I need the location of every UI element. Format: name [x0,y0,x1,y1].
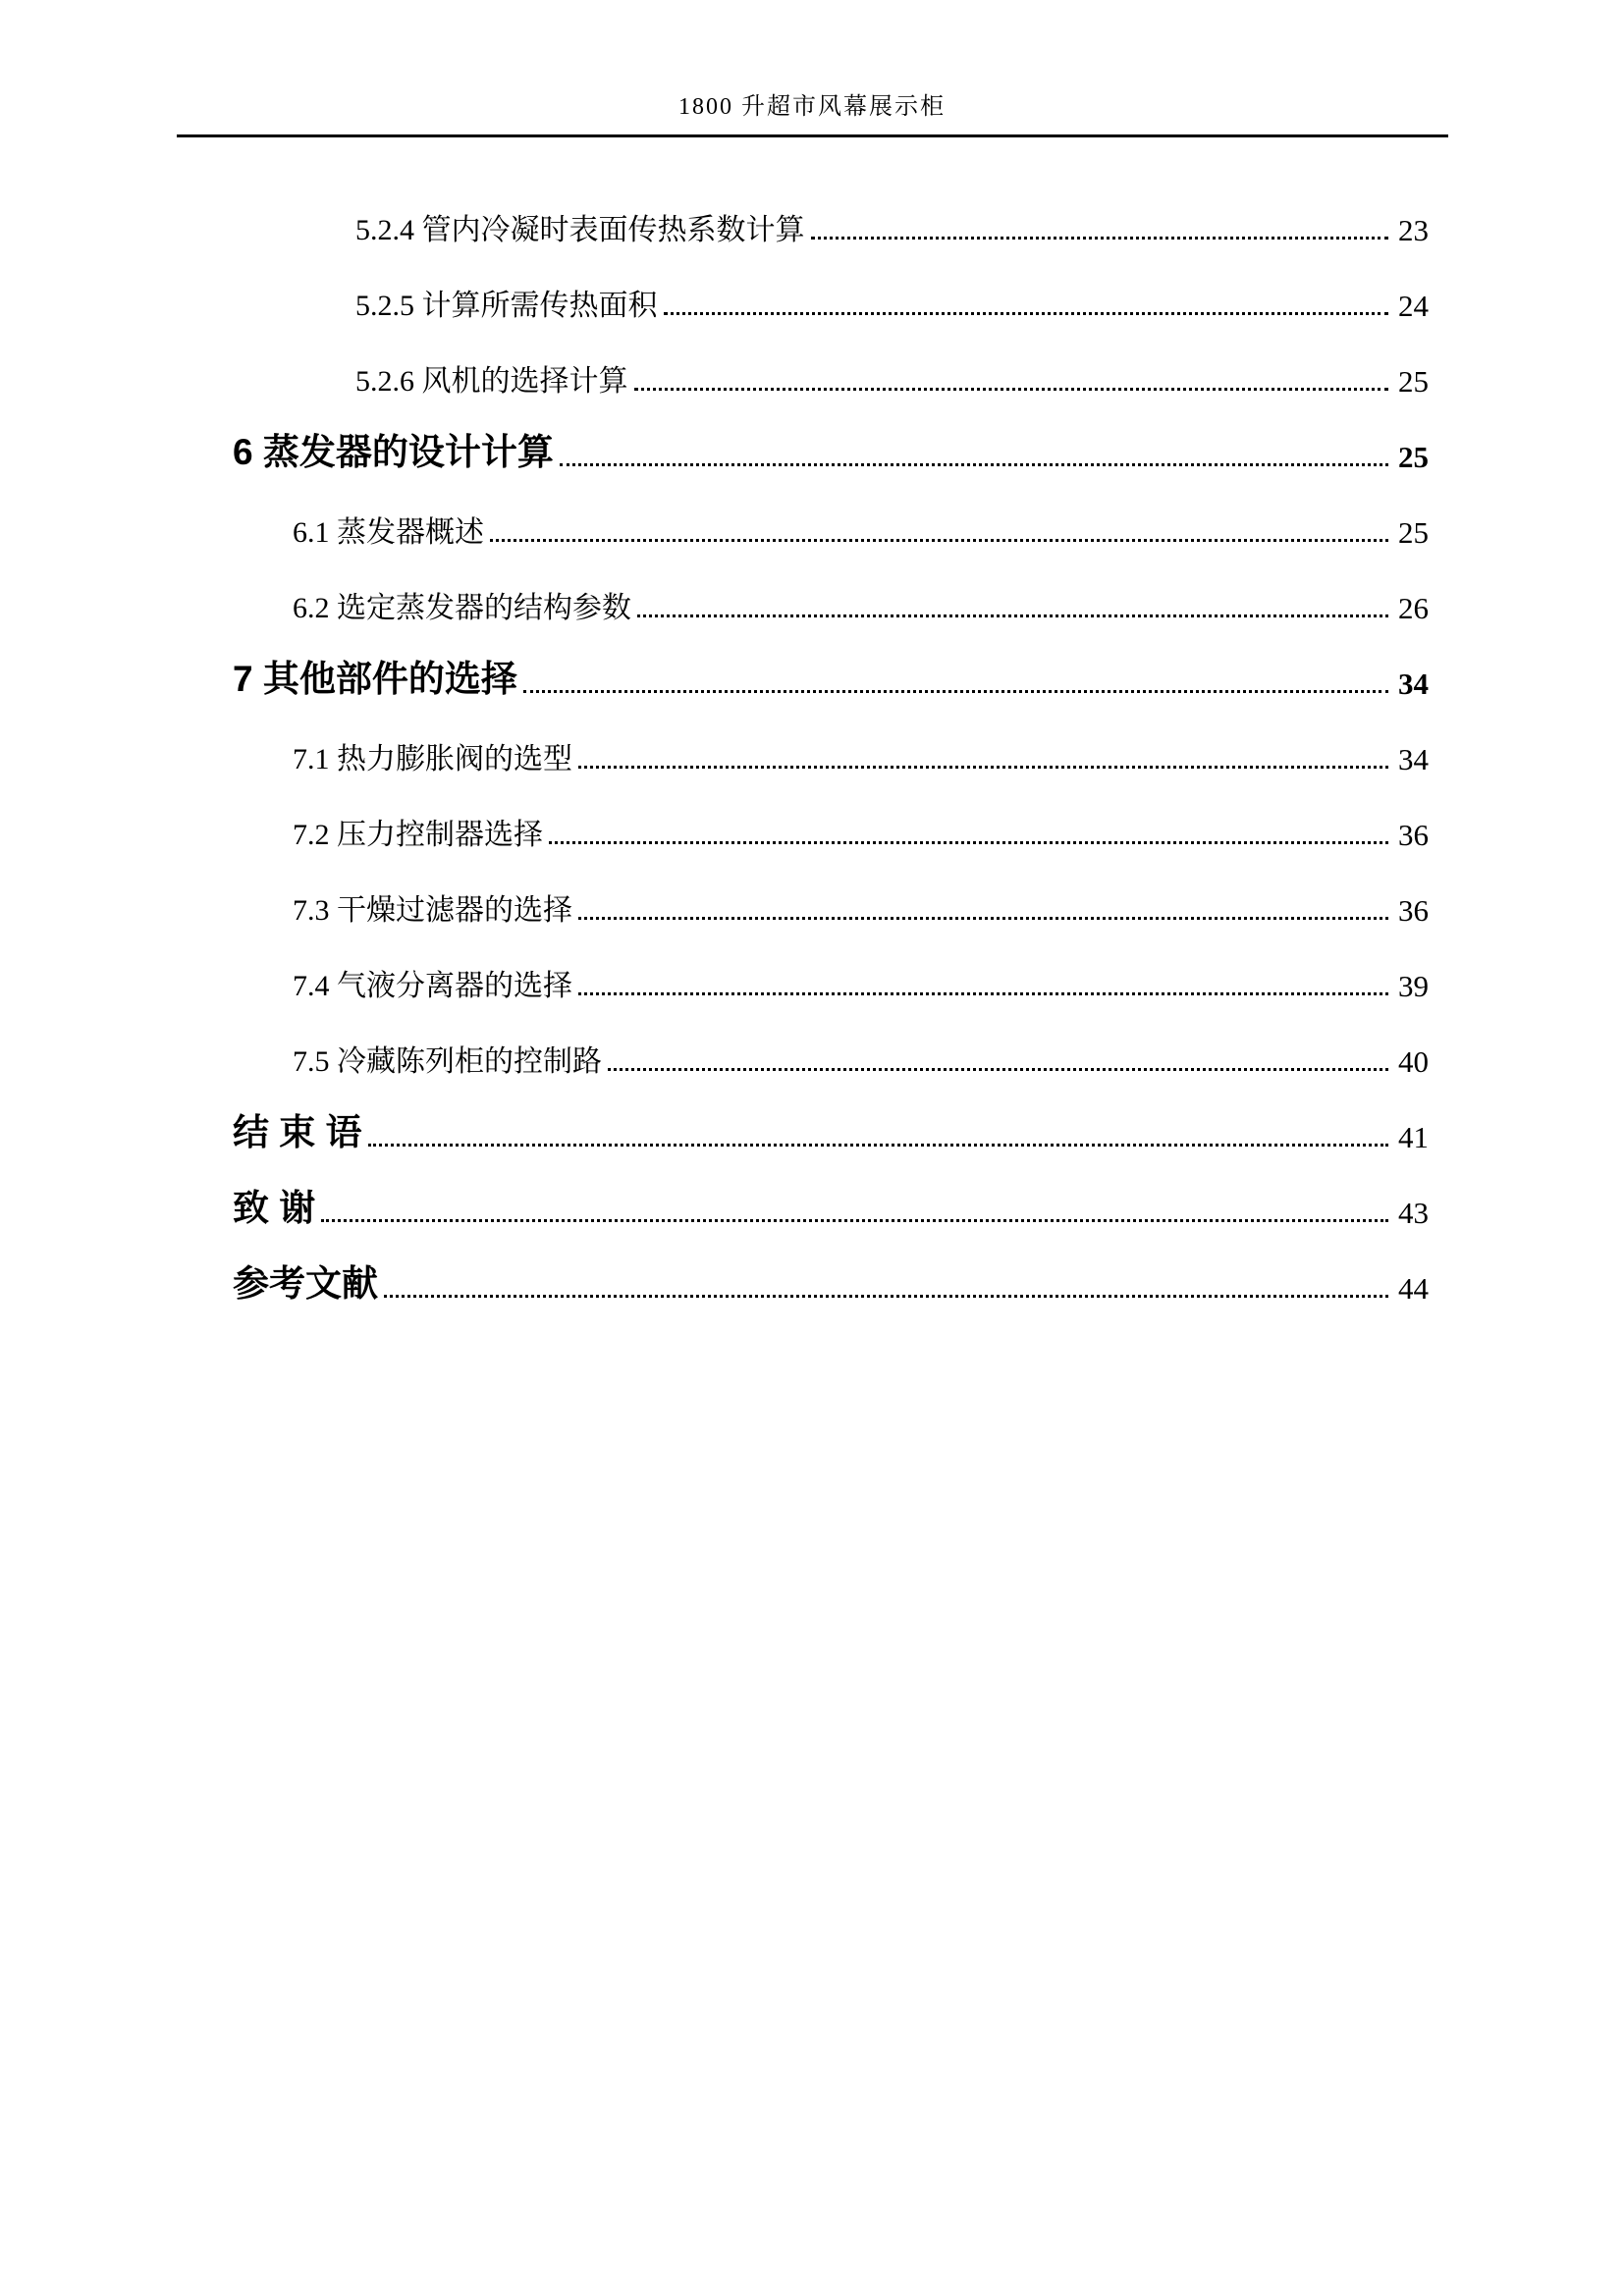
toc-entry[interactable] [177,412,1429,488]
toc-entry-page-number: 34 [1398,741,1429,776]
toc-entry-label: 7 其他部件的选择 [233,659,517,700]
toc-entry-label: 参考文献 [233,1263,378,1305]
toc-entry[interactable] [177,186,1429,261]
toc-entry-label: 5.2.5 计算所需传热面积 [355,289,658,322]
toc-entry[interactable] [177,337,1429,412]
toc-entry-label: 7.2 压力控制器选择 [293,818,543,851]
page-header [0,0,1624,121]
dot-leader [560,463,1388,466]
toc-entry-label: 7.5 冷藏陈列柜的控制路 [293,1044,602,1078]
toc-entry[interactable] [177,790,1429,866]
toc-entry-page-number: 39 [1398,968,1429,1003]
toc-entry-page-number: 36 [1398,817,1429,852]
dot-leader [634,388,1389,391]
toc-entry-page-number: 40 [1398,1043,1429,1079]
toc-entry[interactable] [177,1168,1429,1244]
toc-entry-label: 7.3 干燥过滤器的选择 [293,893,572,927]
toc-entry[interactable] [177,1244,1429,1319]
toc-entry[interactable] [177,563,1429,639]
toc-entry-page-number: 25 [1398,439,1429,474]
toc-entry-page-number: 23 [1398,212,1429,247]
dot-leader [664,312,1389,315]
toc-entry[interactable] [177,941,1429,1017]
toc-entry-page-number: 24 [1398,288,1429,323]
dot-leader [490,539,1388,542]
toc-entry[interactable] [177,639,1429,715]
toc-entry-page-number: 43 [1398,1195,1429,1230]
toc-entry[interactable] [177,1017,1429,1093]
dot-leader [578,766,1388,769]
toc-entry-page-number: 44 [1398,1270,1429,1306]
toc-entry-label: 5.2.4 管内冷凝时表面传热系数计算 [355,213,805,246]
table-of-contents [0,186,1624,1319]
toc-entry[interactable] [177,1093,1429,1168]
page-header-title: 1800 升超市风幕展示柜 [678,94,946,120]
dot-leader [384,1295,1388,1298]
toc-entry-label: 6.1 蒸发器概述 [293,515,484,549]
toc-entry-label: 6.2 选定蒸发器的结构参数 [293,591,631,624]
toc-entry-page-number: 25 [1398,514,1429,550]
toc-entry-label: 致 谢 [233,1188,316,1229]
dot-leader [523,690,1388,693]
toc-entry-page-number: 25 [1398,363,1429,399]
dot-leader [549,841,1388,844]
dot-leader [811,237,1389,240]
toc-entry[interactable] [177,715,1429,790]
toc-entry[interactable] [177,261,1429,337]
dot-leader [578,917,1388,920]
toc-entry-label: 5.2.6 风机的选择计算 [355,364,628,398]
toc-entry-page-number: 41 [1398,1119,1429,1154]
toc-entry[interactable] [177,866,1429,941]
header-divider [177,134,1448,137]
dot-leader [637,614,1388,617]
toc-entry-label: 6 蒸发器的设计计算 [233,432,554,473]
toc-entry-page-number: 36 [1398,892,1429,928]
dot-leader [578,992,1388,995]
dot-leader [368,1144,1388,1147]
toc-entry-label: 7.1 热力膨胀阀的选型 [293,742,572,775]
toc-entry-page-number: 34 [1398,666,1429,701]
toc-entry-page-number: 26 [1398,590,1429,625]
toc-entry-label: 7.4 气液分离器的选择 [293,969,572,1002]
toc-entry-label: 结 束 语 [233,1112,362,1153]
dot-leader [608,1068,1388,1071]
toc-entry[interactable] [177,488,1429,563]
dot-leader [321,1219,1388,1222]
